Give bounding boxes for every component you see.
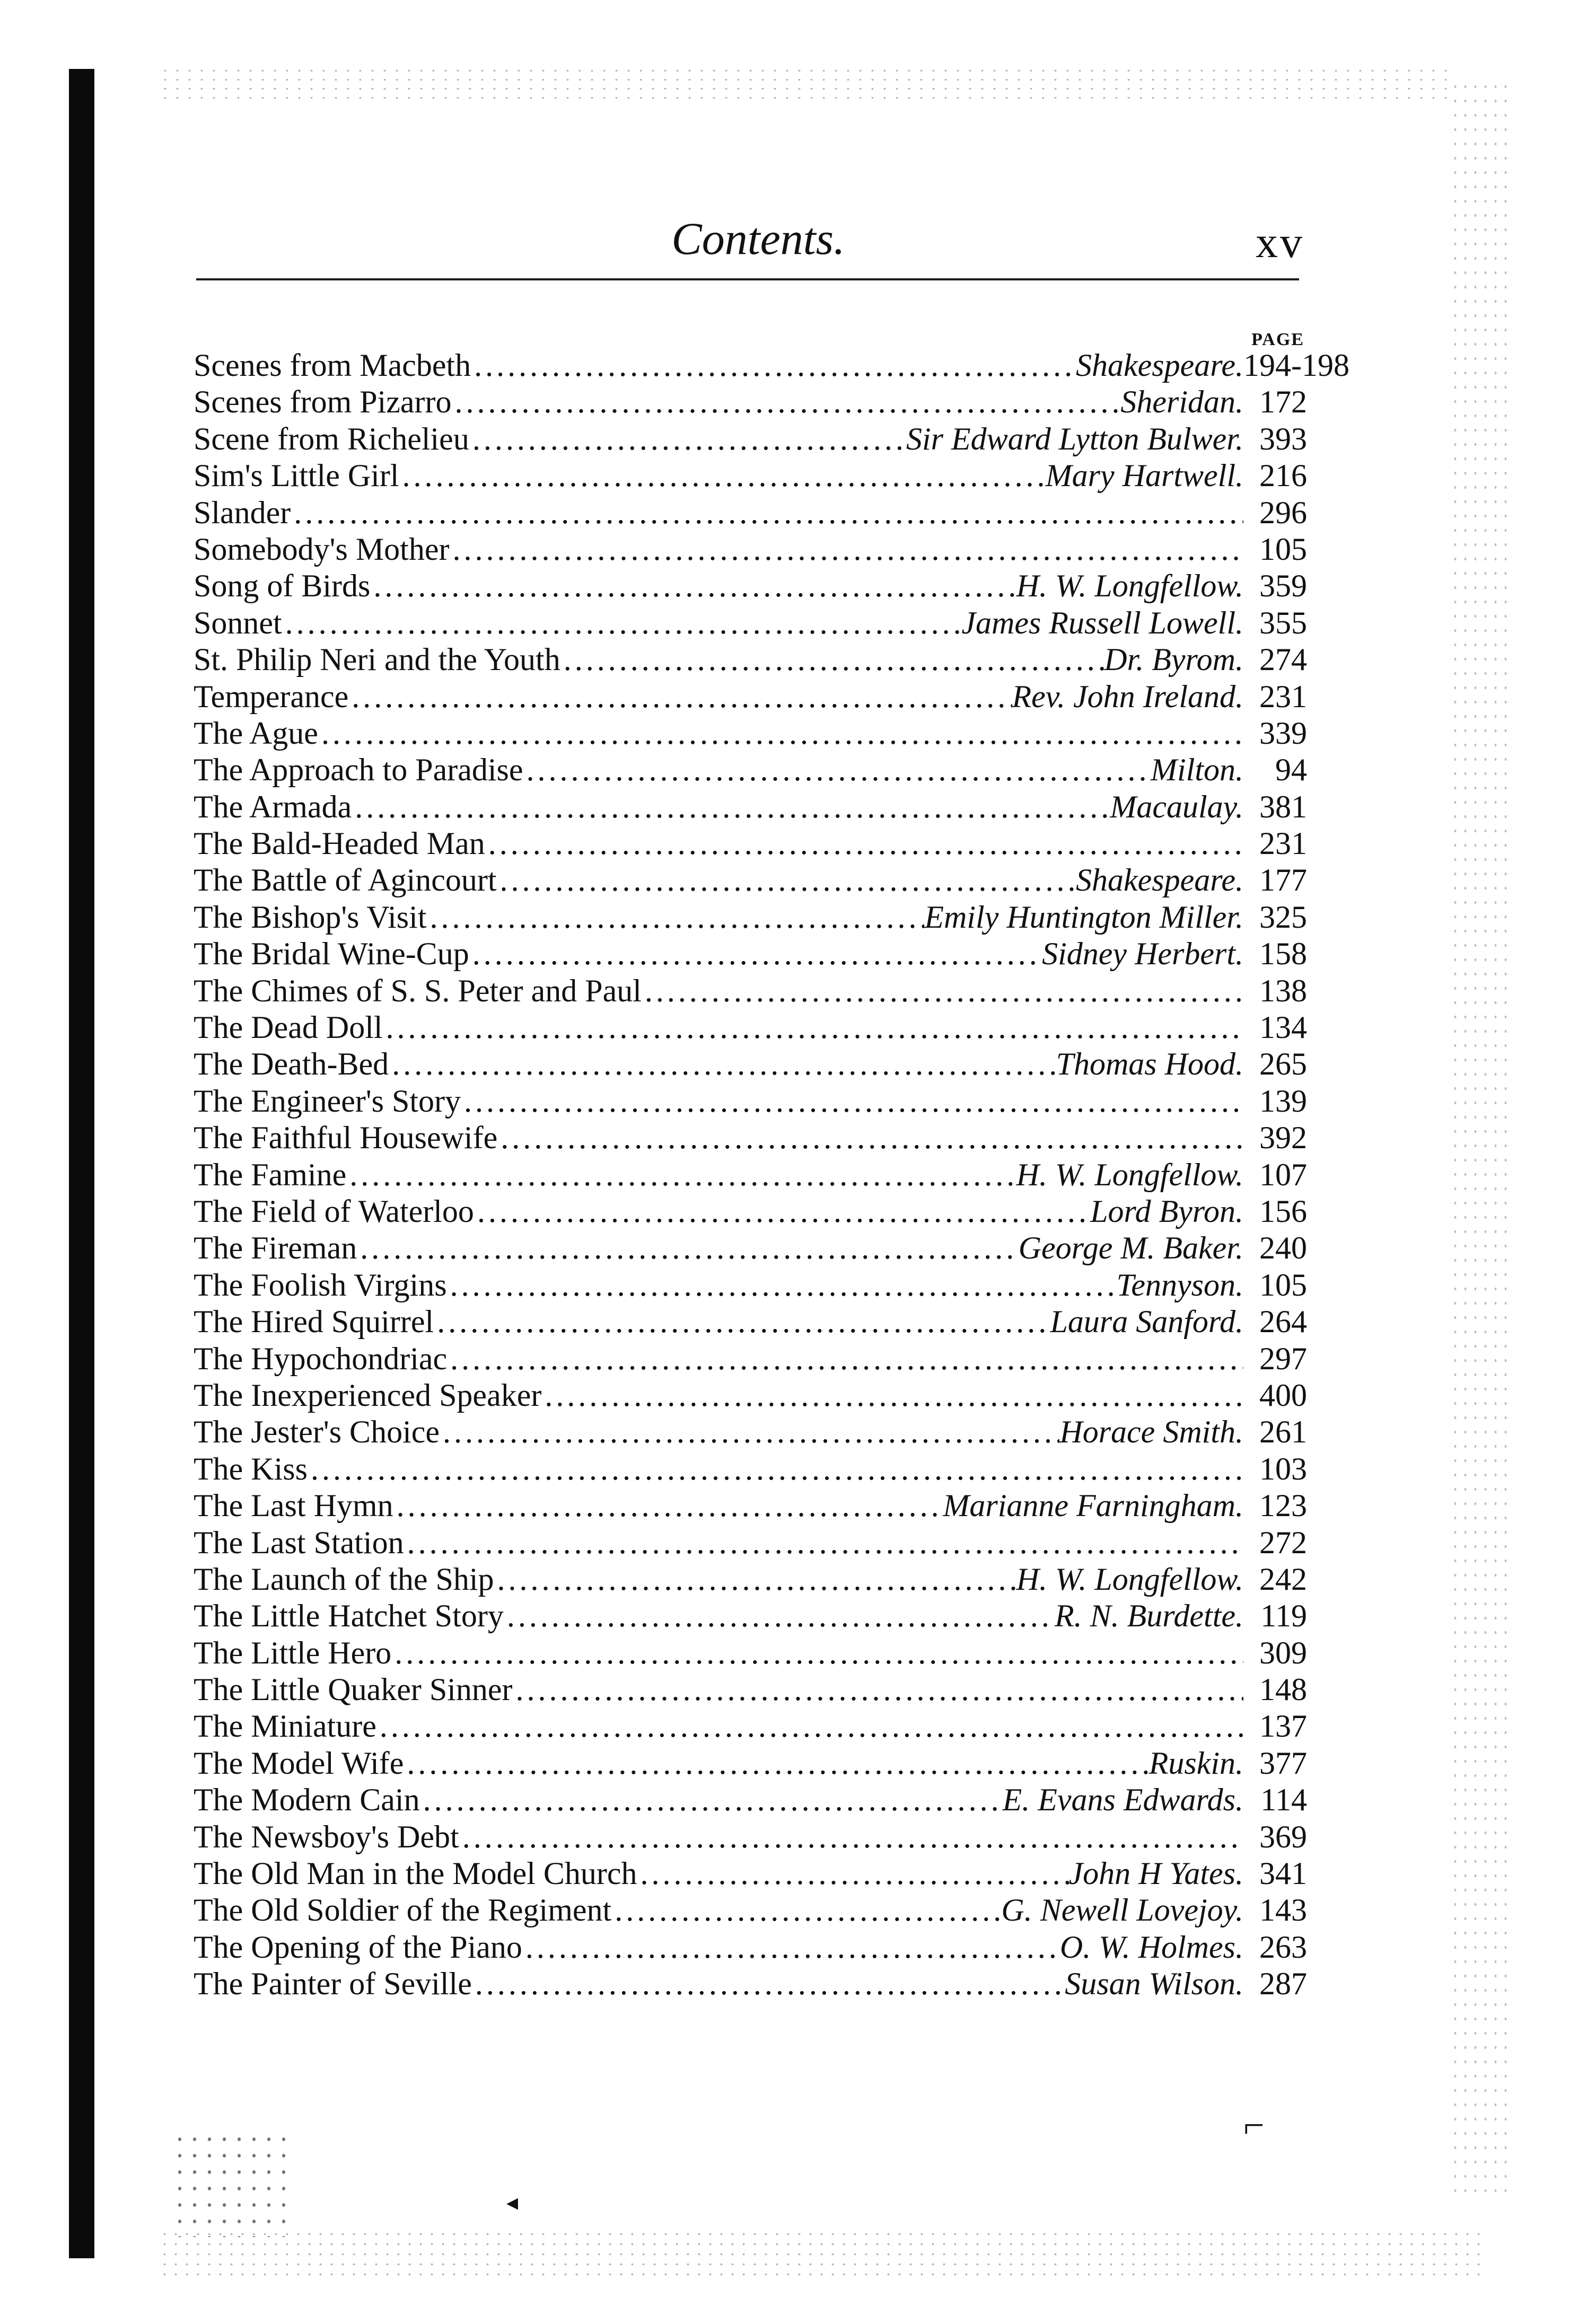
entry-page: 287 (1259, 1966, 1307, 2002)
arrow-mark: ◂ (506, 2189, 519, 2215)
entry-page: 263 (1259, 1929, 1307, 1965)
toc-entry (194, 936, 1307, 972)
entry-author: Tennyson. (1116, 1267, 1243, 1302)
page-edge-noise-top (159, 66, 1453, 103)
entry-page: 107 (1259, 1157, 1307, 1192)
entry-title: The Field of Waterloo (194, 1193, 474, 1229)
dot-leader (522, 1929, 1060, 1966)
entry-title: Slander (194, 495, 291, 530)
entry-title: The Last Station (194, 1525, 404, 1560)
entry-title: The Little Hatchet Story (194, 1598, 504, 1634)
entry-title: The Approach to Paradise (194, 752, 523, 788)
pencil-mark: ⌐ (1243, 2105, 1265, 2146)
entry-author: John H Yates. (1068, 1856, 1243, 1891)
toc-entry (194, 1083, 1307, 1120)
page-edge-noise-bottom (159, 2229, 1485, 2277)
entry-page: 231 (1259, 826, 1307, 861)
dot-leader (376, 1708, 1243, 1745)
dot-leader (472, 1966, 1065, 2002)
dot-leader (512, 1671, 1243, 1708)
toc-entry (194, 1120, 1307, 1156)
entry-author: H. W. Longfellow. (1016, 1561, 1243, 1597)
entry-page: 265 (1259, 1046, 1307, 1082)
entry-title: The Modern Cain (194, 1782, 420, 1818)
entry-title: Sim's Little Girl (194, 458, 399, 494)
toc-entry (194, 1708, 1307, 1745)
entry-page: 134 (1259, 1010, 1307, 1045)
toc-entry (194, 1892, 1307, 1929)
toc-entry (194, 384, 1307, 420)
entry-author: Sir Edward Lytton Bulwer. (906, 421, 1243, 456)
entry-page: 355 (1259, 605, 1307, 640)
entry-page: 393 (1259, 421, 1307, 456)
entry-title: The Last Hymn (194, 1488, 393, 1524)
entry-author: O. W. Holmes. (1059, 1929, 1243, 1965)
dot-leader (391, 1635, 1243, 1671)
dot-leader (541, 1377, 1243, 1414)
entry-title: The Hypochondriac (194, 1341, 448, 1376)
toc-entry (194, 1745, 1307, 1782)
page-title: Contents. (671, 213, 845, 264)
entry-author: Rev. John Ireland. (1012, 679, 1243, 714)
dot-leader (357, 1230, 1018, 1266)
entry-author: H. W. Longfellow. (1016, 1157, 1243, 1192)
toc-entry (194, 1157, 1307, 1193)
dot-leader (611, 1892, 1001, 1929)
entry-page: 339 (1259, 715, 1307, 751)
entry-page: 139 (1259, 1083, 1307, 1119)
dot-leader (447, 1341, 1243, 1377)
entry-author: Shakespeare. (1076, 862, 1243, 898)
entry-title: The Ague (194, 715, 318, 751)
entry-page: 138 (1259, 973, 1307, 1008)
entry-title: The Little Hero (194, 1635, 392, 1670)
entry-title: Sonnet (194, 605, 282, 640)
toc-entry (194, 825, 1307, 862)
entry-page: 148 (1259, 1672, 1307, 1707)
entry-page: 309 (1259, 1635, 1307, 1670)
toc-entry (194, 715, 1307, 752)
entry-title: The Old Soldier of the Regiment (194, 1892, 612, 1928)
entry-title: The Armada (194, 789, 352, 824)
entry-page: 231 (1259, 679, 1307, 714)
entry-page: 194-198 (1243, 348, 1349, 383)
entry-title: The Engineer's Story (194, 1083, 461, 1119)
toc-entry (194, 1671, 1307, 1708)
dot-leader (420, 1782, 1003, 1818)
dot-leader (459, 1819, 1243, 1855)
entry-page: 369 (1259, 1819, 1307, 1854)
toc-entry (194, 1341, 1307, 1377)
entry-page: 264 (1259, 1304, 1307, 1340)
toc-entry (194, 457, 1307, 494)
entry-title: The Bishop's Visit (194, 899, 427, 935)
entry-author: Emily Huntington Miller. (924, 899, 1243, 935)
entry-page: 105 (1259, 1267, 1307, 1302)
entry-title: The Jester's Choice (194, 1414, 440, 1450)
dot-leader (447, 1267, 1117, 1304)
dot-leader (523, 752, 1151, 788)
toc-entry (194, 862, 1307, 899)
entry-page: 377 (1259, 1745, 1307, 1781)
entry-title: The Launch of the Ship (194, 1561, 494, 1597)
entry-page: 177 (1259, 862, 1307, 898)
entry-author: Mary Hartwell. (1045, 458, 1243, 494)
toc-entry (194, 347, 1349, 384)
entry-author: Susan Wilson. (1065, 1966, 1243, 2002)
dot-leader (440, 1414, 1059, 1450)
dot-leader (642, 973, 1243, 1009)
entry-title: The Painter of Seville (194, 1966, 472, 2002)
entry-author: Dr. Byrom. (1104, 642, 1243, 677)
toc-entry (194, 973, 1307, 1009)
entry-title: The Bridal Wine-Cup (194, 936, 469, 972)
entry-author: James Russell Lowell. (961, 605, 1243, 640)
entry-page: 119 (1260, 1598, 1307, 1634)
toc-entry (194, 679, 1307, 715)
entry-author: George M. Baker. (1018, 1230, 1243, 1266)
toc-entry (194, 1230, 1307, 1266)
dot-leader (404, 1745, 1148, 1782)
entry-page: 105 (1259, 531, 1307, 567)
entry-page: 381 (1259, 789, 1307, 824)
dot-leader (471, 347, 1076, 384)
ink-smudge (172, 2131, 294, 2237)
entry-title: The Opening of the Piano (194, 1929, 522, 1965)
dot-leader (504, 1598, 1055, 1634)
dot-leader (497, 1120, 1243, 1156)
entry-page: 240 (1259, 1230, 1307, 1266)
toc-entry (194, 789, 1307, 825)
toc-entry (194, 1377, 1307, 1414)
entry-author: Laura Sanford. (1050, 1304, 1243, 1340)
entry-page: 274 (1259, 642, 1307, 677)
entry-page: 123 (1259, 1488, 1307, 1524)
toc-entry (194, 605, 1307, 641)
toc-entry (194, 495, 1307, 531)
toc-entry (194, 752, 1307, 788)
toc-entry (194, 1304, 1307, 1340)
dot-leader (404, 1525, 1243, 1561)
dot-leader (560, 641, 1104, 678)
entry-page: 325 (1259, 899, 1307, 935)
table-of-contents (194, 347, 1349, 2003)
dot-leader (318, 715, 1243, 752)
entry-author: Macaulay. (1110, 789, 1243, 824)
toc-entry (194, 1635, 1307, 1671)
dot-leader (434, 1304, 1050, 1340)
dot-leader (452, 384, 1121, 420)
toc-entry (194, 899, 1307, 936)
toc-entry (194, 1966, 1307, 2002)
entry-title: The Kiss (194, 1451, 308, 1486)
entry-author: Lord Byron. (1090, 1193, 1243, 1229)
entry-author: Horace Smith. (1059, 1414, 1243, 1450)
dot-leader (449, 531, 1243, 568)
dot-leader (469, 936, 1042, 972)
entry-author: Shakespeare. (1076, 348, 1243, 383)
entry-author: E. Evans Edwards. (1002, 1782, 1243, 1818)
entry-title: The Bald-Headed Man (194, 826, 485, 861)
dot-leader (494, 1561, 1016, 1598)
book-spine-shadow (69, 69, 94, 2258)
entry-author: Ruskin. (1148, 1745, 1243, 1781)
toc-entry (194, 1451, 1307, 1487)
dot-leader (346, 1157, 1016, 1193)
page-column-label: PAGE (1251, 330, 1304, 349)
entry-title: The Inexperienced Speaker (194, 1377, 542, 1413)
entry-page: 296 (1259, 495, 1307, 530)
entry-page: 261 (1259, 1414, 1307, 1450)
entry-page: 341 (1259, 1856, 1307, 1891)
entry-author: G. Newell Lovejoy. (1001, 1892, 1243, 1928)
dot-leader (426, 899, 924, 936)
toc-entry (194, 1929, 1307, 1966)
entry-page: 242 (1259, 1561, 1307, 1597)
entry-title: St. Philip Neri and the Youth (194, 642, 560, 677)
toc-entry (194, 1046, 1307, 1082)
dot-leader (308, 1451, 1243, 1487)
toc-entry (194, 1782, 1307, 1818)
entry-author: Thomas Hood. (1056, 1046, 1243, 1082)
toc-entry (194, 1009, 1307, 1046)
entry-title: The Faithful Housewife (194, 1120, 498, 1156)
header-rule (196, 278, 1299, 280)
entry-page: 137 (1259, 1709, 1307, 1744)
toc-entry (194, 1819, 1307, 1855)
dot-leader (383, 1009, 1243, 1046)
entry-author: Milton. (1151, 752, 1243, 788)
entry-title: Song of Birds (194, 568, 371, 604)
entry-author: Sheridan. (1120, 384, 1243, 420)
entry-title: The Model Wife (194, 1745, 404, 1781)
dot-leader (637, 1855, 1069, 1892)
entry-title: The Dead Doll (194, 1010, 383, 1045)
toc-entry (194, 531, 1307, 568)
entry-page: 172 (1259, 384, 1307, 420)
dot-leader (291, 495, 1243, 531)
toc-entry (194, 1598, 1307, 1634)
dot-leader (352, 789, 1110, 825)
dot-leader (389, 1046, 1056, 1082)
entry-title: The Foolish Virgins (194, 1267, 447, 1302)
toc-entry (194, 1855, 1307, 1892)
entry-page: 114 (1260, 1782, 1307, 1818)
entry-page: 272 (1259, 1525, 1307, 1560)
entry-author: Marianne Farningham. (943, 1488, 1243, 1524)
toc-entry (194, 421, 1307, 457)
dot-leader (474, 1193, 1090, 1230)
entry-title: The Fireman (194, 1230, 357, 1266)
entry-page: 103 (1259, 1451, 1307, 1486)
entry-page: 297 (1259, 1341, 1307, 1376)
entry-title: The Chimes of S. S. Peter and Paul (194, 973, 642, 1008)
dot-leader (370, 568, 1016, 604)
entry-page: 400 (1259, 1377, 1307, 1413)
dot-leader (348, 679, 1012, 715)
dot-leader (497, 862, 1076, 899)
entry-title: The Death-Bed (194, 1046, 389, 1082)
entry-author: R. N. Burdette. (1054, 1598, 1243, 1634)
toc-entry (194, 568, 1307, 604)
toc-entry (194, 641, 1307, 678)
entry-title: The Little Quaker Sinner (194, 1672, 513, 1707)
entry-title: Scenes from Pizarro (194, 384, 452, 420)
entry-title: The Famine (194, 1157, 347, 1192)
dot-leader (399, 457, 1045, 494)
entry-title: The Old Man in the Model Church (194, 1856, 637, 1891)
page-number: xv (1256, 218, 1304, 267)
entry-author: H. W. Longfellow. (1016, 568, 1243, 604)
entry-title: Scenes from Macbeth (194, 348, 471, 383)
toc-entry (194, 1267, 1307, 1304)
page-edge-noise-right (1450, 80, 1509, 2200)
toc-entry (194, 1561, 1307, 1598)
entry-title: Somebody's Mother (194, 531, 450, 567)
entry-page: 158 (1259, 936, 1307, 972)
entry-page: 143 (1259, 1892, 1307, 1928)
entry-page: 94 (1275, 752, 1307, 788)
dot-leader (282, 605, 962, 641)
entry-page: 216 (1259, 458, 1307, 494)
toc-entry (194, 1525, 1307, 1561)
toc-entry (194, 1414, 1307, 1450)
entry-title: The Newsboy's Debt (194, 1819, 459, 1854)
entry-page: 392 (1259, 1120, 1307, 1156)
entry-title: The Hired Squirrel (194, 1304, 434, 1340)
entry-title: Temperance (194, 679, 349, 714)
entry-page: 156 (1259, 1193, 1307, 1229)
entry-title: The Battle of Agincourt (194, 862, 497, 898)
entry-author: Sidney Herbert. (1042, 936, 1243, 972)
dot-leader (461, 1083, 1243, 1120)
toc-entry (194, 1193, 1307, 1230)
entry-title: The Miniature (194, 1709, 376, 1744)
dot-leader (485, 825, 1243, 862)
toc-entry (194, 1487, 1307, 1524)
dot-leader (393, 1487, 943, 1524)
entry-title: Scene from Richelieu (194, 421, 469, 456)
dot-leader (469, 421, 906, 457)
entry-page: 359 (1259, 568, 1307, 604)
